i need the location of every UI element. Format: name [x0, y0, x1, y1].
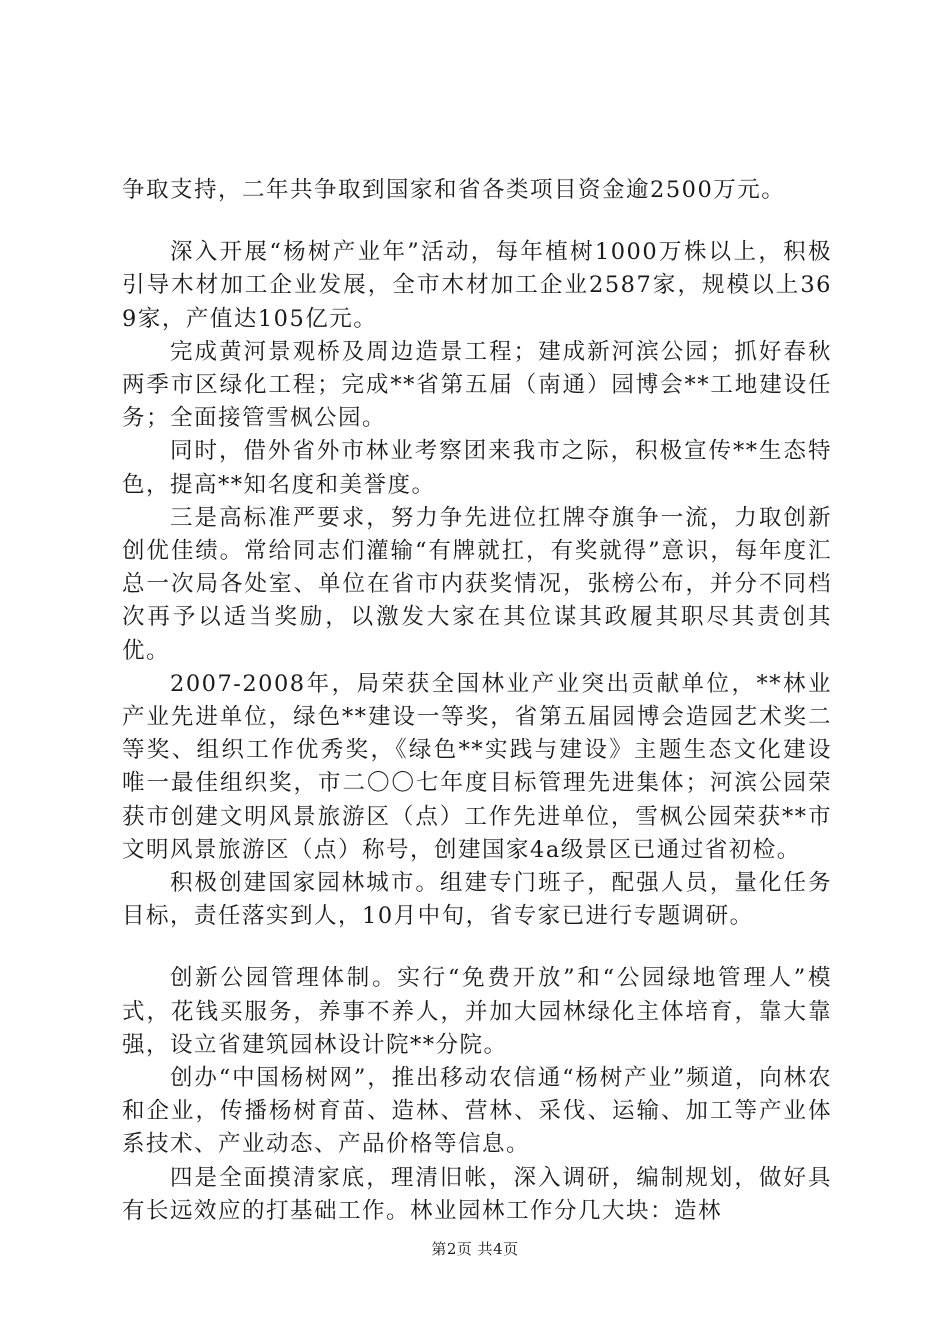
paragraph-poplar-website: 创办“中国杨树网”，推出移动农信通“杨树产业”频道，向林农和企业，传播杨树育苗、造林、营林、采伐、运输、加工等产业体系技术、产业动态、产品价格等信息。	[122, 1065, 832, 1158]
paragraph-planning: 四是全面摸清家底，理清旧帐，深入调研，编制规划，做好具有长远效应的打基础工作。林业园林工作分几大块：造林	[122, 1164, 832, 1224]
paragraph-garden-city: 积极创建国家园林城市。组建专门班子，配强人员，量化任务目标，责任落实到人，10月中旬，省专家已进行专题调研。	[122, 870, 832, 930]
page-footer: 第2页 共4页	[431, 1240, 519, 1258]
document-body	[122, 174, 832, 1228]
paragraph-continuation: 争取支持，二年共争取到国家和省各类项目资金逾2500万元。	[122, 177, 786, 203]
paragraph-poplar-industry: 深入开展“杨树产业年”活动，每年植树1000万株以上，积极引导木材加工企业发展，全市木材加工企业2587家，规模以上369家，产值达105亿元。	[122, 239, 832, 332]
paragraph-awards: 2007-2008年，局荣获全国林业产业突出贡献单位，**林业产业先进单位，绿色**建设一等奖，省第五届园博会造园艺术奖二等奖、组织工作优秀奖，《绿色**实践与建设》主题生态文化建设唯一最佳组织奖，市二〇〇七年度目标管理先进集体；河滨公园荣获市创建文明风景旅游区（点）工作先进单位，雪枫公园荣获**市文明风景旅游区（点）称号，创建国家4a级景区已通过省初检。	[122, 670, 832, 863]
paragraph-park-management: 创新公园管理体制。实行“免费开放”和“公园绿地管理人”模式，花钱买服务，养事不养人，并加大园林绿化主体培育，靠大靠强，设立省建筑园林设计院**分院。	[122, 965, 832, 1058]
paragraph-high-standards: 三是高标准严要求，努力争先进位扛牌夺旗争一流，力取创新创优佳绩。常给同志们灌输“有牌就扛，有奖就得”意识，每年度汇总一次局各处室、单位在省市内获奖情况，张榜公布，并分不同档次再予以适当奖励，以激发大家在其位谋其政履其职尽其责创其优。	[122, 504, 832, 664]
paragraph-landscape-projects: 完成黄河景观桥及周边造景工程；建成新河滨公园；抓好春秋两季市区绿化工程；完成**省第五届（南通）园博会**工地建设任务；全面接管雪枫公园。	[122, 338, 832, 432]
paragraph-promotion: 同时，借外省外市林业考察团来我市之际，积极宣传**生态特色，提高**知名度和美誉度。	[122, 438, 832, 498]
